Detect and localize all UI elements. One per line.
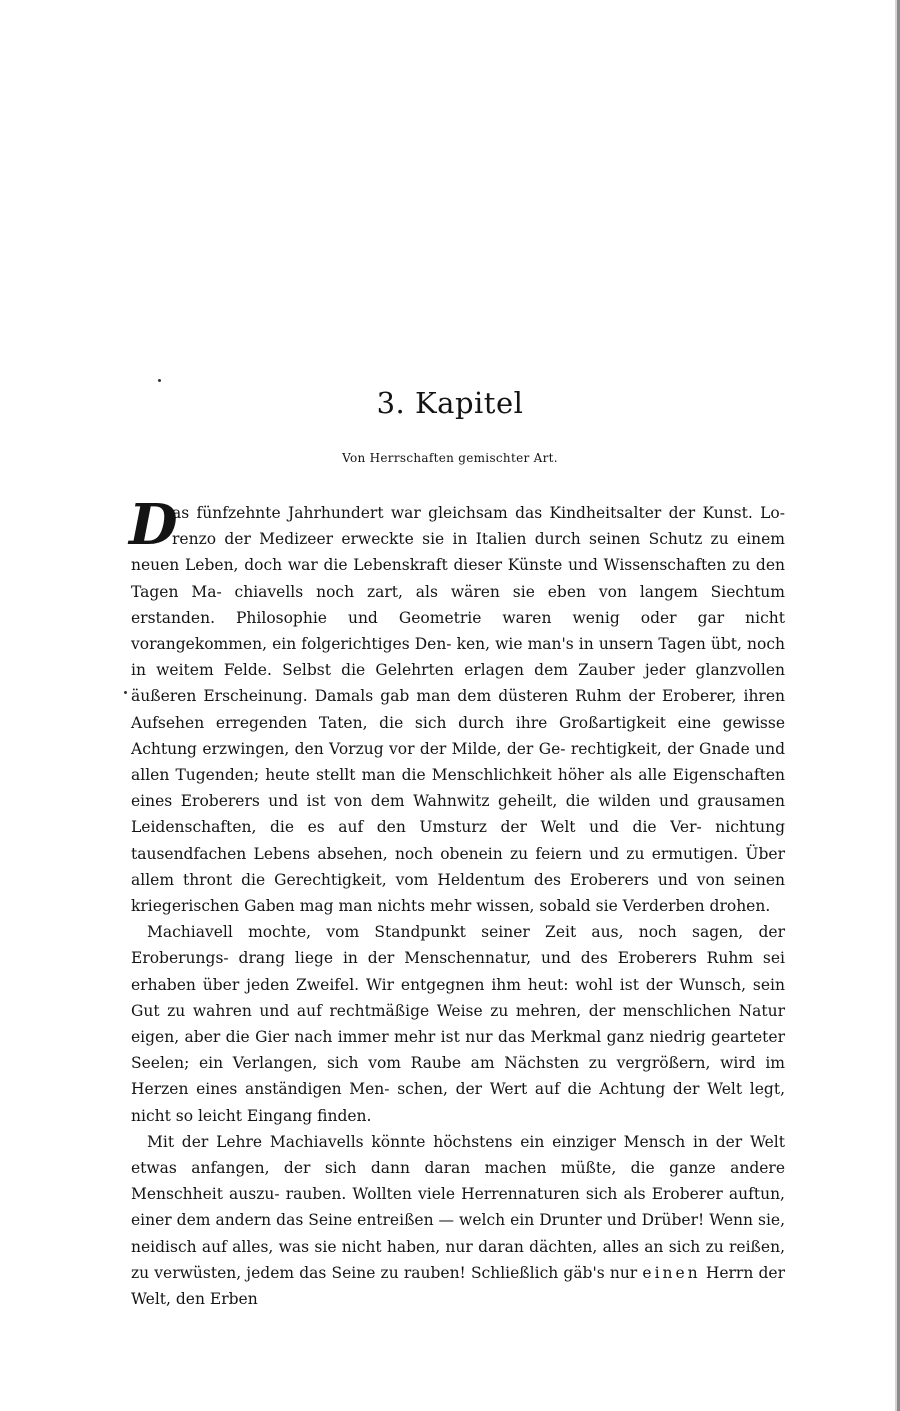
paragraph: [131, 1129, 785, 1312]
emphasized-word: einen: [642, 1263, 701, 1282]
paragraph: [129, 492, 785, 919]
paragraph: [131, 919, 785, 1129]
chapter-subtitle: Von Herrschaften gemischter Art.: [342, 451, 558, 465]
chapter-title: 3. Kapitel: [376, 386, 524, 420]
paragraph-text: as fünfzehnte Jahrhundert war gleichsam das Kindheitsalter der Kunst. Lo- renzo der Medizeer erweckte sie in Italien durch seinen Schutz zu einem neuen Leben, doch war die Lebenskraft dieser Künste und Wissenschaften zu den Tagen Ma- chiavells noch zart, als wären sie eben von langem Siechtum erstanden. Philosophie und Geometrie waren wenig oder gar nicht vorangekommen, ein folgerichtiges Den- ken, wie man's in unsern Tagen übt, noch in weitem Felde. Selbst die Gelehrten erlagen dem Zauber jeder glanzvollen äußeren Erscheinung. Damals gab man dem düsteren Ruhm der Eroberer, ihren Aufsehen erregenden Taten, die sich durch ihre Großartigkeit eine gewisse Achtung erzwingen, den Vorzug vor der Milde, der Ge- rechtigkeit, der Gnade und allen Tugenden; heute stellt man die Menschlichkeit höher als alle Eigenschaften eines Eroberers und ist von dem Wahnwitz geheilt, die wilden und grausamen Leidenschaften, die es auf den Umsturz der Welt und die Ver- nichtung tausendfachen Lebens absehen, noch obenein zu feiern und zu ermutigen. Über allem thront die Gerechtigkeit, vom Heldentum des Eroberers und von seinen kriegerischen Gaben mag man nichts mehr wissen, sobald sie Verderben drohen.: [131, 504, 785, 916]
body-text: [129, 492, 785, 1312]
drop-cap-initial: D: [129, 492, 178, 558]
paragraph-text: Machiavell mochte, vom Standpunkt seiner Zeit aus, noch sagen, der Eroberungs- drang liege in der Menschennatur, und des Eroberers Ruhm sei erhaben über jeden Zweifel. Wir entgegnen ihm heut: wohl ist der Wunsch, sein Gut zu wahren und auf rechtmäßige Weise zu mehren, der menschlichen Natur eigen, aber die Gier nach immer mehr ist nur das Merkmal ganz niedrig gearteter Seelen; ein Verlangen, sich vom Raube am Nächsten zu vergrößern, wird im Herzen eines anständigen Men- schen, der Wert auf die Achtung der Welt legt, nicht so leicht Eingang finden.: [131, 923, 785, 1125]
paragraph-text: Mit der Lehre Machiavells könnte höchstens ein einziger Mensch in der Welt etwas anfangen, der sich dann daran machen müßte, die ganze andere Menschheit auszu- rauben. Wollten viele Herrennaturen sich als Eroberer auftun, einer dem andern das Seine entreißen — welch ein Drunter und Drüber! Wenn sie, neidisch auf alles, was sie nicht haben, nur daran dächten, alles an sich zu reißen, zu verwüsten, jedem das Seine zu rauben! Schließlich gäb's nur: [131, 1132, 785, 1282]
paragraph-text: Herrn der Welt, den Erben: [131, 1263, 785, 1309]
ink-speck: [124, 691, 127, 694]
ink-speck: [158, 379, 161, 382]
